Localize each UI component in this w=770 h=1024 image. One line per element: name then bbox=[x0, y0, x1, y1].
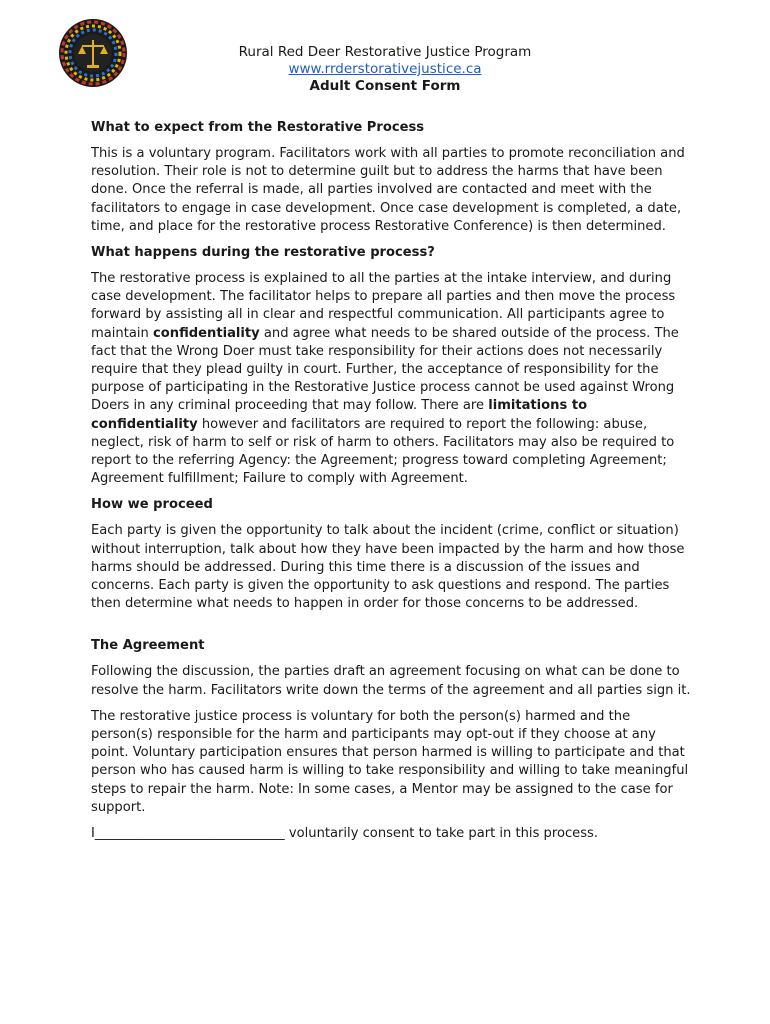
paragraph: This is a voluntary program. Facilitators work with all parties to promote reconciliation and resolution. Their role is not to determine guilt but to address the harms that have been done. Once the referral is made, all parties involved are contacted and meet with the facilitators to engage in case development. Once case development is completed, a date, time, and place for the restorative process Restorative Conference) is then determined. bbox=[91, 146, 685, 234]
consent-line[interactable]: I_____________________________ voluntarily consent to take part in this process. bbox=[91, 826, 599, 842]
section-heading: The Agreement bbox=[91, 638, 205, 654]
form-title: Adult Consent Form bbox=[309, 78, 461, 94]
section-heading: How we proceed bbox=[91, 497, 213, 513]
form-body bbox=[91, 119, 691, 851]
emphasis-confidentiality: confidentiality bbox=[152, 325, 260, 341]
paragraph: Each party is given the opportunity to talk about the incident (crime, conflict or situation) without interruption, talk about how they have been impacted by the harm and how those harms should be addressed. During this time there is a discussion of the issues and concerns. Each party is given the opportunity to ask questions and respond. The parties then determine what needs to happen in order for those concerns to be addressed. bbox=[91, 523, 685, 612]
org-name: Rural Red Deer Restorative Justice Program bbox=[238, 44, 532, 60]
paragraph: The restorative justice process is voluntary for both the person(s) harmed and the person(s) responsible for the harm and participants may opt-out if they choose at any point. Voluntary participation ensures that person harmed is willing to participate and that person who has caused harm is willing to take responsibility and willing to take meaningful steps to repair the harm. Note: In some cases, a Mentor may be assigned to the case for support. bbox=[91, 708, 689, 815]
form-header bbox=[0, 44, 770, 95]
emphasis-limitations: limitations to confidentiality bbox=[91, 398, 588, 432]
paragraph: Following the discussion, the parties draft an agreement focusing on what can be done to resolve the harm. Facilitators write down the terms of the agreement and all parties sign it. bbox=[91, 664, 691, 698]
section-heading: What to expect from the Restorative Process bbox=[91, 120, 425, 135]
paragraph: The restorative process is explained to all the parties at the intake interview, and during case development. The facilitator helps to prepare all parties and then move the process forward by assisting all in clear and respectful communication. All participants agree to maintain confidentiality and agree what needs to be shared outside of the process. The fact that the Wrong Doer must take responsibility for their actions does not necessarily require that they plead guilty in court. Further, the acceptance of responsibility for the purpose of participating in the Restorative Justice process cannot be used against Wrong Doers in any criminal proceeding that may follow. There are limitations to confidentiality however and facilitators are required to report the following: abuse, neglect, risk of harm to self or risk of harm to others. Facilitators may also be required to report to the referring Agency: the Agreement; progress toward completing Agreement; Agreement fulfillment; Failure to comply with Agreement. bbox=[91, 271, 679, 487]
section-heading: What happens during the restorative process? bbox=[91, 245, 435, 261]
website-link[interactable]: www.rrderstorativejustice.ca bbox=[288, 61, 482, 77]
